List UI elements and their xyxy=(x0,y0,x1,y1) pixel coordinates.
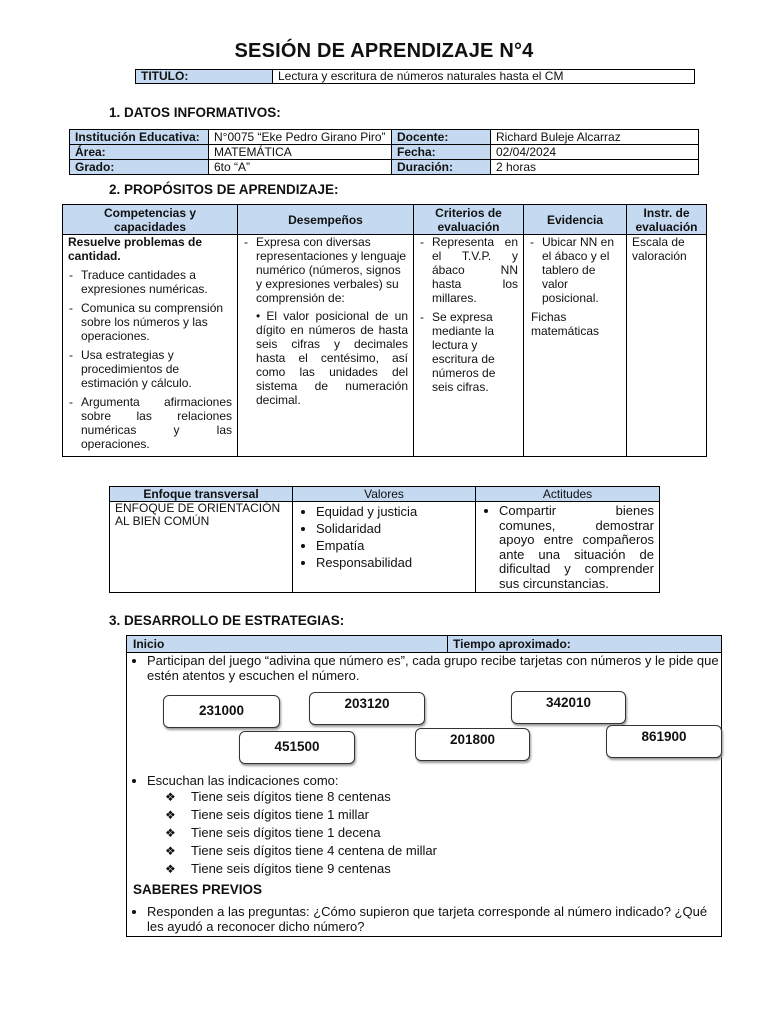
capacidades-list xyxy=(68,268,232,451)
fecha-label: Fecha: xyxy=(392,145,491,160)
titulo-value: Lectura y escritura de números naturales hasta el CM xyxy=(273,70,695,84)
tiempo-label: Tiempo aproximado: xyxy=(453,637,571,651)
indicacion-item xyxy=(165,808,437,822)
evidencia-cell xyxy=(524,235,627,457)
area-value: MATEMÁTICA xyxy=(209,145,392,160)
inicio-label: Inicio xyxy=(133,637,165,651)
valores-list xyxy=(298,504,470,571)
evidencia-fichas: Fichas matemáticas xyxy=(531,310,600,338)
header-evidencia: Evidencia xyxy=(524,205,627,235)
indicacion-text: Tiene seis dígitos tiene 1 decena xyxy=(191,825,381,840)
institucion-value: N°0075 “Eke Pedro Girano Piro” xyxy=(209,130,392,145)
desempeno-item: - Expresa con diversas representaciones y lenguaje numérico (números, signos y expresiones verbales) su comprensión de: xyxy=(243,235,408,305)
duracion-label: Duración: xyxy=(392,160,491,175)
indicaciones-list xyxy=(165,790,437,880)
fecha-value: 02/04/2024 xyxy=(491,145,699,160)
header-actitudes: Actitudes xyxy=(476,487,660,502)
header-criterios: Criterios de evaluación xyxy=(414,205,524,235)
number-card[interactable]: 861900 xyxy=(606,725,722,758)
valor-item: • Solidaridad xyxy=(316,521,470,537)
grado-value: 6to “A” xyxy=(209,160,392,175)
desarrollo-box xyxy=(126,635,722,937)
duracion-value: 2 horas xyxy=(491,160,699,175)
indicacion-item xyxy=(165,790,437,804)
indicacion-text: Tiene seis dígitos tiene 4 centena de millar xyxy=(191,843,437,858)
indicacion-text: Tiene seis dígitos tiene 9 centenas xyxy=(191,861,391,876)
indicacion-item xyxy=(165,844,437,858)
indicaciones-intro: • Escuchan las indicaciones como: xyxy=(147,773,727,788)
docente-value: Richard Buleje Alcarraz xyxy=(491,130,699,145)
titulo-label: TITULO: xyxy=(136,70,273,84)
actitud-item: • Compartir bienes comunes, demostrar apoyo entre compañeros ante una situación de dificultad y comprender sus circunstancias. xyxy=(499,504,654,591)
instrumento-cell: Escala de valoración xyxy=(627,235,707,457)
diamond-bullet-icon: ❖ xyxy=(165,826,176,840)
page-title: SESIÓN DE APRENDIZAJE N°4 xyxy=(234,40,534,62)
desempenos-list xyxy=(243,235,408,305)
indicacion-item xyxy=(165,826,437,840)
valores-cell xyxy=(293,502,476,593)
indicacion-text: Tiene seis dígitos tiene 8 centenas xyxy=(191,789,391,804)
capacidad-item: - Argumenta afirmaciones sobre las relaciones numéricas y las operaciones. xyxy=(68,395,232,451)
datos-table xyxy=(69,129,699,175)
criterio-item: - Representa en el T.V.P. y ábaco NN hasta los millares. xyxy=(419,235,518,305)
valor-item: • Empatía xyxy=(316,538,470,554)
valor-item: • Equidad y justicia xyxy=(316,504,470,520)
criterios-list xyxy=(419,235,518,394)
header-valores: Valores xyxy=(293,487,476,502)
number-card[interactable]: 203120 xyxy=(309,692,425,725)
header-desempenos: Desempeños xyxy=(238,205,414,235)
actitudes-list xyxy=(481,504,654,591)
header-divider xyxy=(447,636,448,652)
actividad-list xyxy=(127,654,727,684)
saberes-item: • Responden a las preguntas: ¿Cómo supieron que tarjeta corresponde al número indicado? ¿Qué les ayudó a reconocer dicho número? xyxy=(147,905,727,934)
number-card[interactable]: 342010 xyxy=(511,691,626,724)
desempenos-cell xyxy=(238,235,414,457)
institucion-label: Institución Educativa: xyxy=(70,130,209,145)
number-card[interactable]: 201800 xyxy=(415,728,530,761)
header-instrumento: Instr. de evaluación xyxy=(627,205,707,235)
capacidad-item: - Traduce cantidades a expresiones numéricas. xyxy=(68,268,232,296)
section-propositos: 2. PROPÓSITOS DE APRENDIZAJE: xyxy=(109,182,339,197)
actitudes-cell xyxy=(476,502,660,593)
docente-label: Docente: xyxy=(392,130,491,145)
valor-item: • Responsabilidad xyxy=(316,555,470,571)
section-datos: 1. DATOS INFORMATIVOS: xyxy=(109,105,281,120)
criterio-item: - Se expresa mediante la lectura y escritura de números de seis cifras. xyxy=(419,310,518,394)
section-desarrollo: 3. DESARROLLO DE ESTRATEGIAS: xyxy=(109,613,345,628)
indicaciones-intro-list xyxy=(127,773,727,789)
area-label: Área: xyxy=(70,145,209,160)
saberes-title: SABERES PREVIOS xyxy=(133,882,263,897)
diamond-bullet-icon: ❖ xyxy=(165,844,176,858)
enfoque-table xyxy=(109,486,660,593)
actividad-item: • Participan del juego “adivina que número es”, cada grupo recibe tarjetas con números y le pide que estén atentos y escuchen el número. xyxy=(147,654,727,683)
desarrollo-header xyxy=(127,636,721,653)
diamond-bullet-icon: ❖ xyxy=(165,808,176,822)
propositos-table xyxy=(62,204,707,457)
saberes-list xyxy=(127,905,727,935)
header-enfoque: Enfoque transversal xyxy=(110,487,293,502)
diamond-bullet-icon: ❖ xyxy=(165,790,176,804)
desempeno-detail: • El valor posicional de un dígito en números de hasta seis cifras y decimales hasta el centésimo, así como las unidades del sistema de numeración decimal. xyxy=(256,309,408,407)
criterios-cell xyxy=(414,235,524,457)
header-competencias: Competencias y capacidades xyxy=(63,205,238,235)
competencias-cell xyxy=(63,235,238,457)
evidencia-item: - Ubicar NN en el ábaco y el tablero de valor posicional. xyxy=(529,235,621,305)
number-card[interactable]: 231000 xyxy=(163,695,280,728)
indicacion-text: Tiene seis dígitos tiene 1 millar xyxy=(191,807,369,822)
enfoque-nombre: ENFOQUE DE ORIENTACIÓN AL BIEN COMÚN xyxy=(110,502,293,593)
indicacion-item xyxy=(165,862,437,876)
competencia-title: Resuelve problemas de cantidad. xyxy=(68,235,203,263)
capacidad-item: - Usa estrategias y procedimientos de estimación y cálculo. xyxy=(68,348,232,390)
grado-label: Grado: xyxy=(70,160,209,175)
capacidad-item: - Comunica su comprensión sobre los números y las operaciones. xyxy=(68,301,232,343)
number-card[interactable]: 451500 xyxy=(239,731,355,764)
evidencia-list xyxy=(529,235,621,305)
titulo-table xyxy=(135,69,695,84)
diamond-bullet-icon: ❖ xyxy=(165,862,176,876)
